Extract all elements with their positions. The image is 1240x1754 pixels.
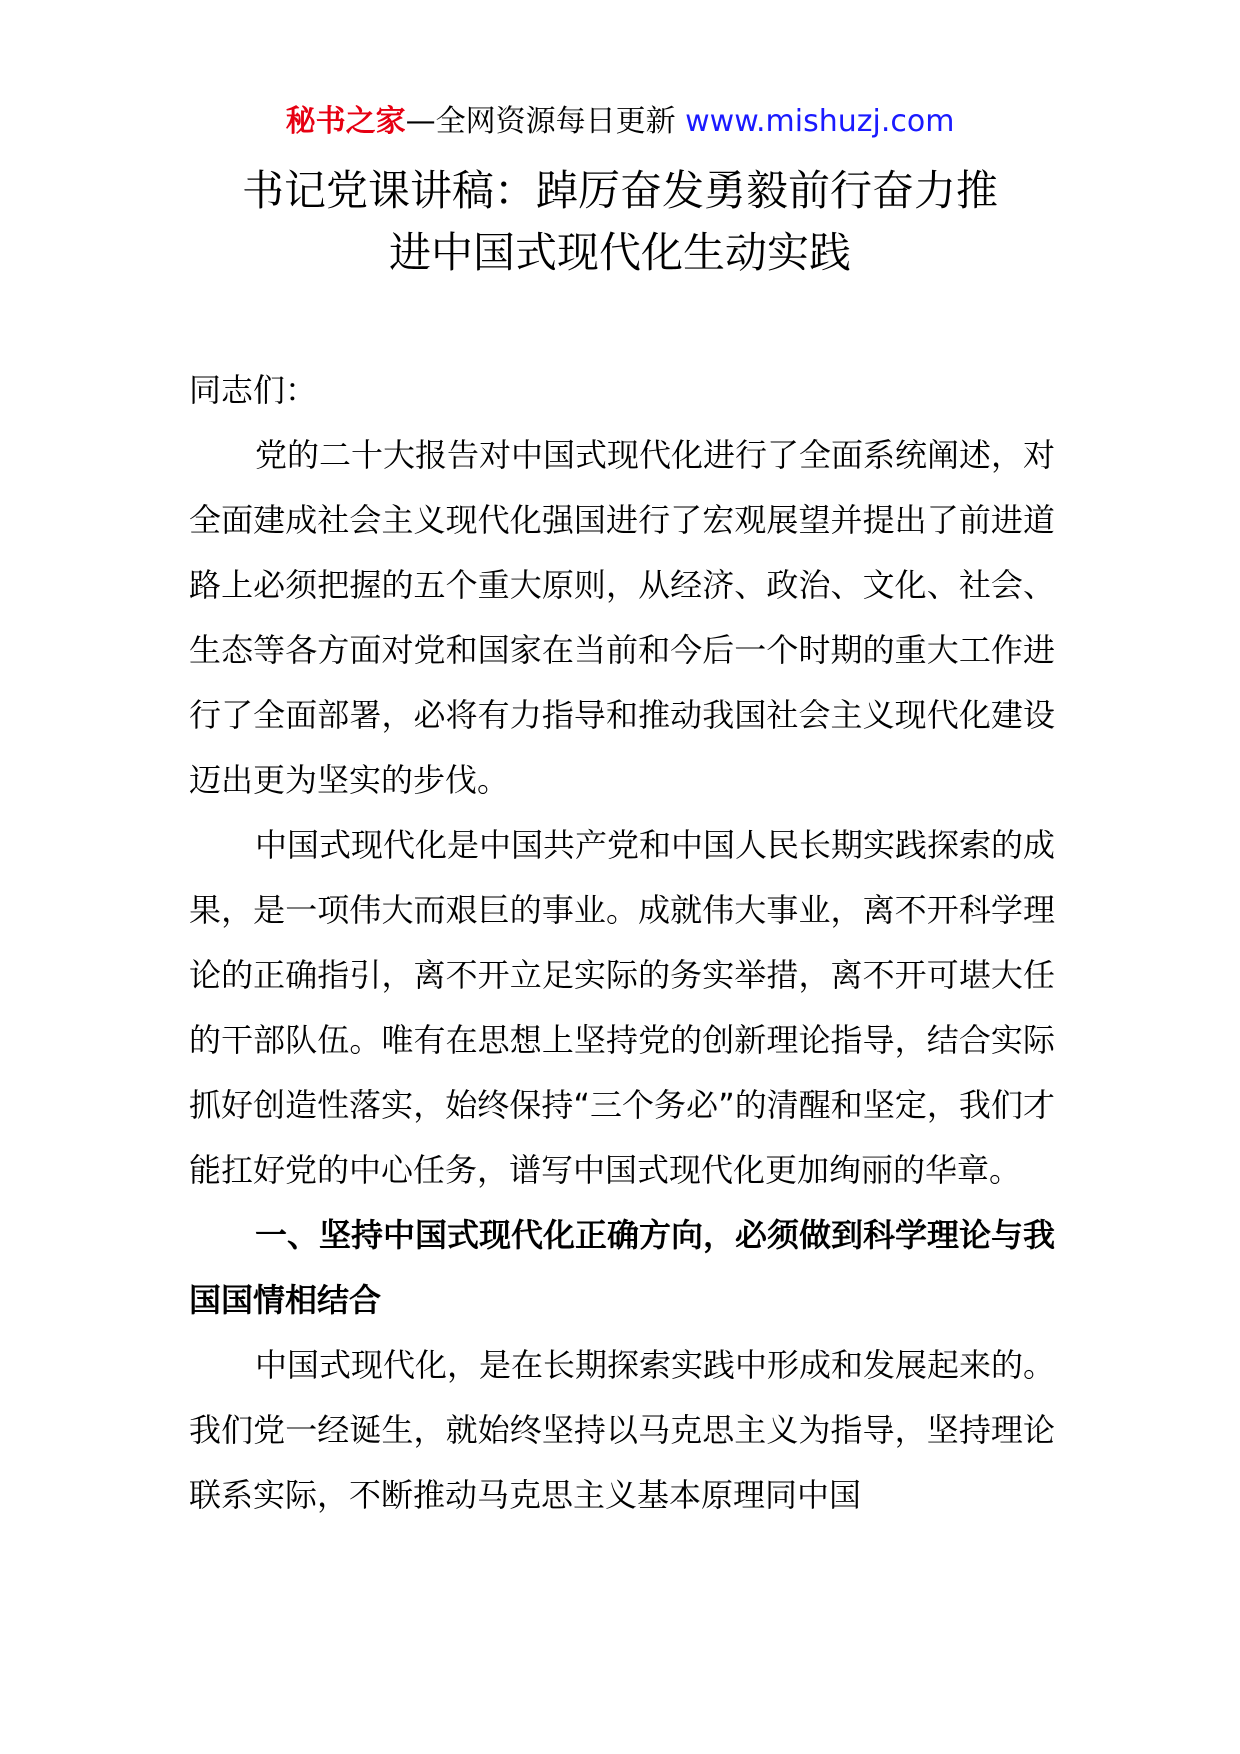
- site-url-link[interactable]: www.mishuzj.com: [685, 104, 955, 139]
- document-body: [189, 358, 1055, 1528]
- header-slogan: —全网资源每日更新: [405, 104, 676, 139]
- title-line-2: 进中国式现代化生动实践: [388, 228, 851, 277]
- brand-name: 秘书之家: [285, 104, 406, 139]
- page-title: [150, 160, 1090, 284]
- section-1-paragraph: 中国式现代化，是在长期探索实践中形成和发展起来的。我们党一经诞生，就始终坚持以马克思主义为指导，坚持理论联系实际，不断推动马克思主义基本原理同中国: [189, 1346, 1056, 1514]
- paragraph-2: 中国式现代化是中国共产党和中国人民长期实践探索的成果，是一项伟大而艰巨的事业。成就伟大事业，离不开科学理论的正确指引，离不开立足实际的务实举措，离不开可堪大任的干部队伍。唯有在思想上坚持党的创新理论指导，结合实际抓好创造性落实，始终保持“三个务必”的清醒和坚定，我们才能扛好党的中心任务，谱写中国式现代化更加绚丽的华章。: [189, 826, 1056, 1189]
- paragraph-1: 党的二十大报告对中国式现代化进行了全面系统阐述，对全面建成社会主义现代化强国进行了宏观展望并提出了前进道路上必须把握的五个重大原则，从经济、政治、文化、社会、生态等各方面对党和国家在当前和今后一个时期的重大工作进行了全面部署，必将有力指导和推动我国社会主义现代化建设迈出更为坚实的步伐。: [189, 436, 1056, 799]
- title-line-1: 书记党课讲稿：踔厉奋发勇毅前行奋力推: [241, 166, 998, 215]
- site-header: [0, 102, 1240, 142]
- section-heading-1: 一、坚持中国式现代化正确方向，必须做到科学理论与我国国情相结合: [189, 1216, 1056, 1319]
- salutation: 同志们：: [189, 371, 318, 409]
